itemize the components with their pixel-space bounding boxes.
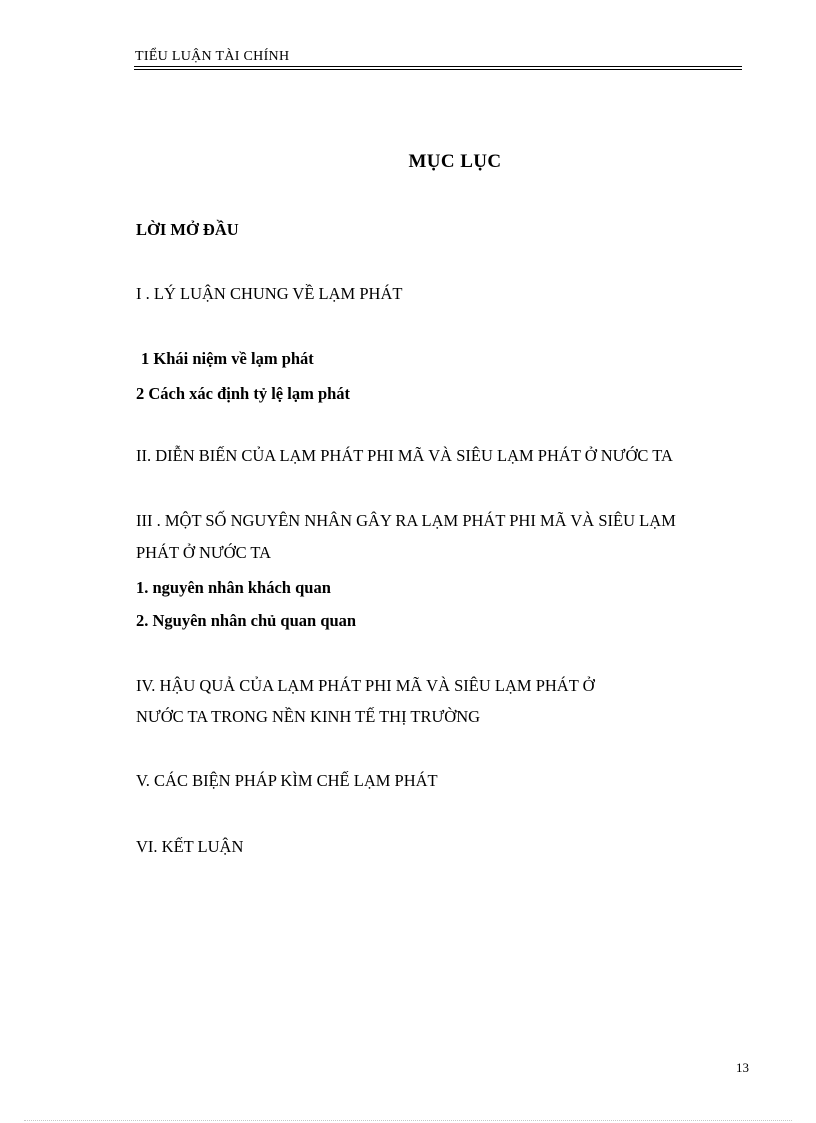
- toc-intro: LỜI MỞ ĐẦU: [136, 220, 239, 239]
- header-double-rule: [134, 66, 742, 70]
- toc-section-6-title: VI. KẾT LUẬN: [136, 837, 244, 856]
- page-bottom-divider: [24, 1120, 792, 1121]
- page-header: [134, 49, 742, 70]
- toc-section-4-title-line-1: IV. HẬU QUẢ CỦA LẠM PHÁT PHI MÃ VÀ SIÊU LẠM PHÁT Ở: [136, 676, 595, 695]
- toc-section-3-title-line-2: PHÁT Ở NƯỚC TA: [136, 543, 272, 562]
- toc-title: MỤC LỤC: [408, 151, 502, 172]
- toc-section-5-title: V. CÁC BIỆN PHÁP KÌM CHẾ LẠM PHÁT: [136, 771, 438, 790]
- toc-section-1-title: I . LÝ LUẬN CHUNG VỀ LẠM PHÁT: [136, 284, 403, 303]
- toc-section-4-title-line-2: NƯỚC TA TRONG NỀN KINH TẾ THỊ TRƯỜNG: [136, 707, 481, 726]
- toc-section-1-item-2: 2 Cách xác định tỷ lệ lạm phát: [136, 384, 351, 403]
- toc-section-2-title: II. DIỄN BIẾN CỦA LẠM PHÁT PHI MÃ VÀ SIÊU LẠM PHÁT Ở NƯỚC TA: [136, 446, 673, 465]
- toc-section-3-item-2: 2. Nguyên nhân chủ quan quan: [136, 611, 357, 630]
- header-title: TIỂU LUẬN TÀI CHÍNH: [135, 49, 290, 64]
- toc-section-3-item-1: 1. nguyên nhân khách quan: [136, 578, 331, 597]
- page-number: 13: [736, 1060, 749, 1075]
- toc-section-1-item-1: 1 Khái niệm về lạm phát: [141, 349, 314, 368]
- toc-section-3-title-line-1: III . MỘT SỐ NGUYÊN NHÂN GÂY RA LẠM PHÁT PHI MÃ VÀ SIÊU LẠM: [136, 511, 676, 530]
